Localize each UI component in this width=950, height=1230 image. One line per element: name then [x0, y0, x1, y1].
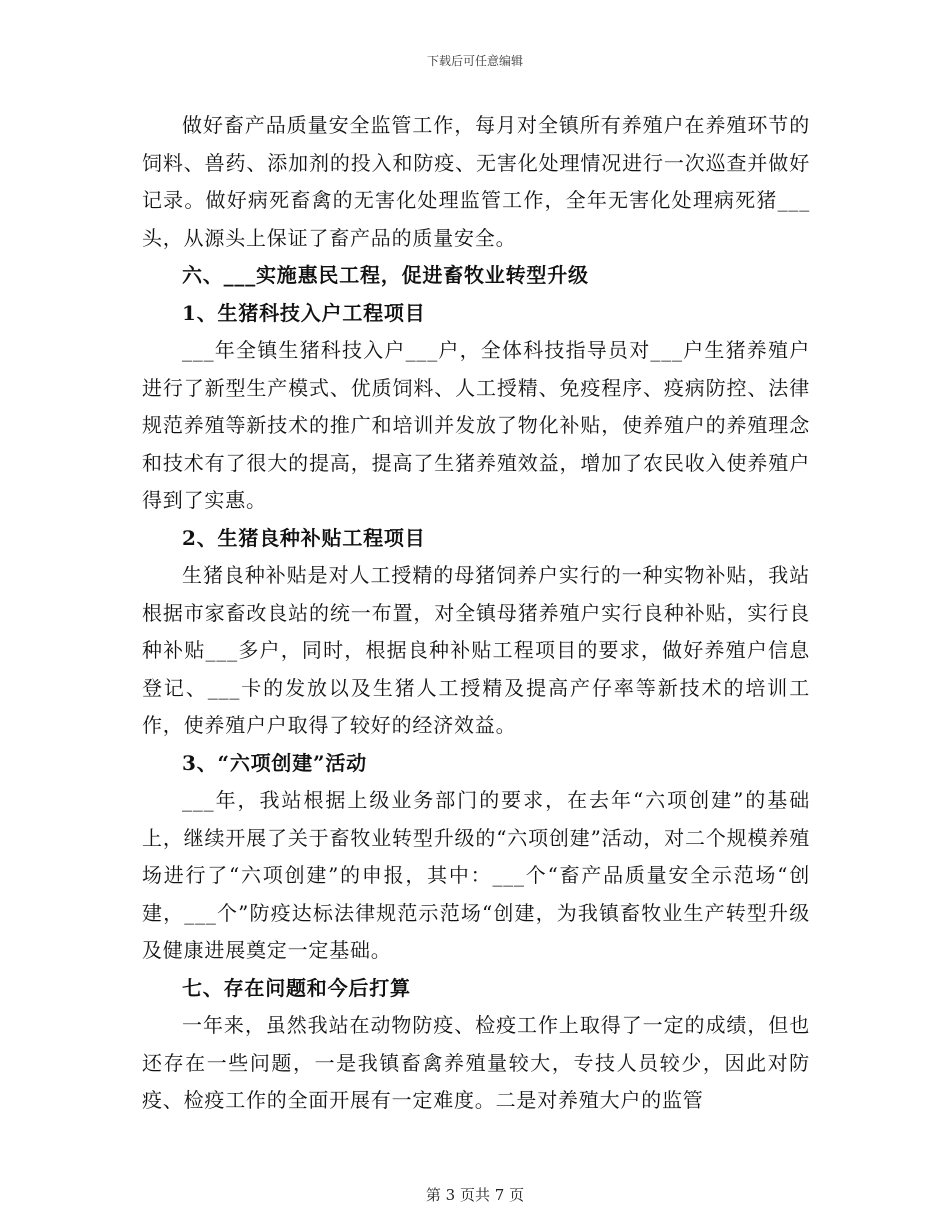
document-body — [142, 107, 810, 1120]
paragraph-problems: 一年来，虽然我站在动物防疫、检疫工作上取得了一定的成绩，但也还存在一些问题，一是我镇畜禽养殖量较大，专技人员较少，因此对防疫、检疫工作的全面开展有一定难度。二是对养殖大户的监管 — [142, 1013, 810, 1112]
page-header: 下载后可任意编辑 — [426, 54, 523, 68]
subheading-tech-household: 1、生猪科技入户工程项目 — [182, 300, 426, 325]
page-footer: 第 3 页共 7 页 — [425, 1186, 525, 1204]
section-heading-six: 六、___实施惠民工程，促进畜牧业转型升级 — [182, 263, 589, 287]
paragraph-breed-subsidy: 生猪良种补贴是对人工授精的母猪饲养户实行的一种实物补贴，我站根据市家畜改良站的统一布置，对全镇母猪养殖户实行良种补贴，实行良种补贴___多户，同时，根据良种补贴工程项目的要求，做好养殖户信息登记、___卡的发放以及生猪人工授精及提高产仔率等新技术的培训工作，使养殖户户取得了较好的经济效益。 — [142, 563, 810, 737]
paragraph-quality-supervision: 做好畜产品质量安全监管工作，每月对全镇所有养殖户在养殖环节的饲料、兽药、添加剂的投入和防疫、无害化处理情况进行一次巡查并做好记录。做好病死畜禽的无害化处理监管工作，全年无害化处理病死猪___头，从源头上保证了畜产品的质量安全。 — [142, 113, 810, 250]
subheading-six-creations: 3、“六项创建”活动 — [182, 750, 367, 775]
paragraph-six-creations: ___年，我站根据上级业务部门的要求，在去年“六项创建”的基础上，继续开展了关于畜牧业转型升级的“六项创建”活动，对二个规模养殖场进行了“六项创建”的申报，其中：___个“畜产品质量安全示范场“创建，___个”防疫达标法律规范示范场“创建，为我镇畜牧业生产转型升级及健康进展奠定一定基础。 — [142, 788, 810, 962]
section-heading-seven: 七、存在问题和今后打算 — [182, 975, 411, 1000]
subheading-breed-subsidy: 2、生猪良种补贴工程项目 — [182, 525, 426, 550]
paragraph-tech-household: ___年全镇生猪科技入户___户，全体科技指导员对___户生猪养殖户进行了新型生产模式、优质饲料、人工授精、免疫程序、疫病防控、法律规范养殖等新技术的推广和培训并发放了物化补贴，使养殖户的养殖理念和技术有了很大的提高，提高了生猪养殖效益，增加了农民收入使养殖户得到了实惠。 — [142, 338, 810, 512]
